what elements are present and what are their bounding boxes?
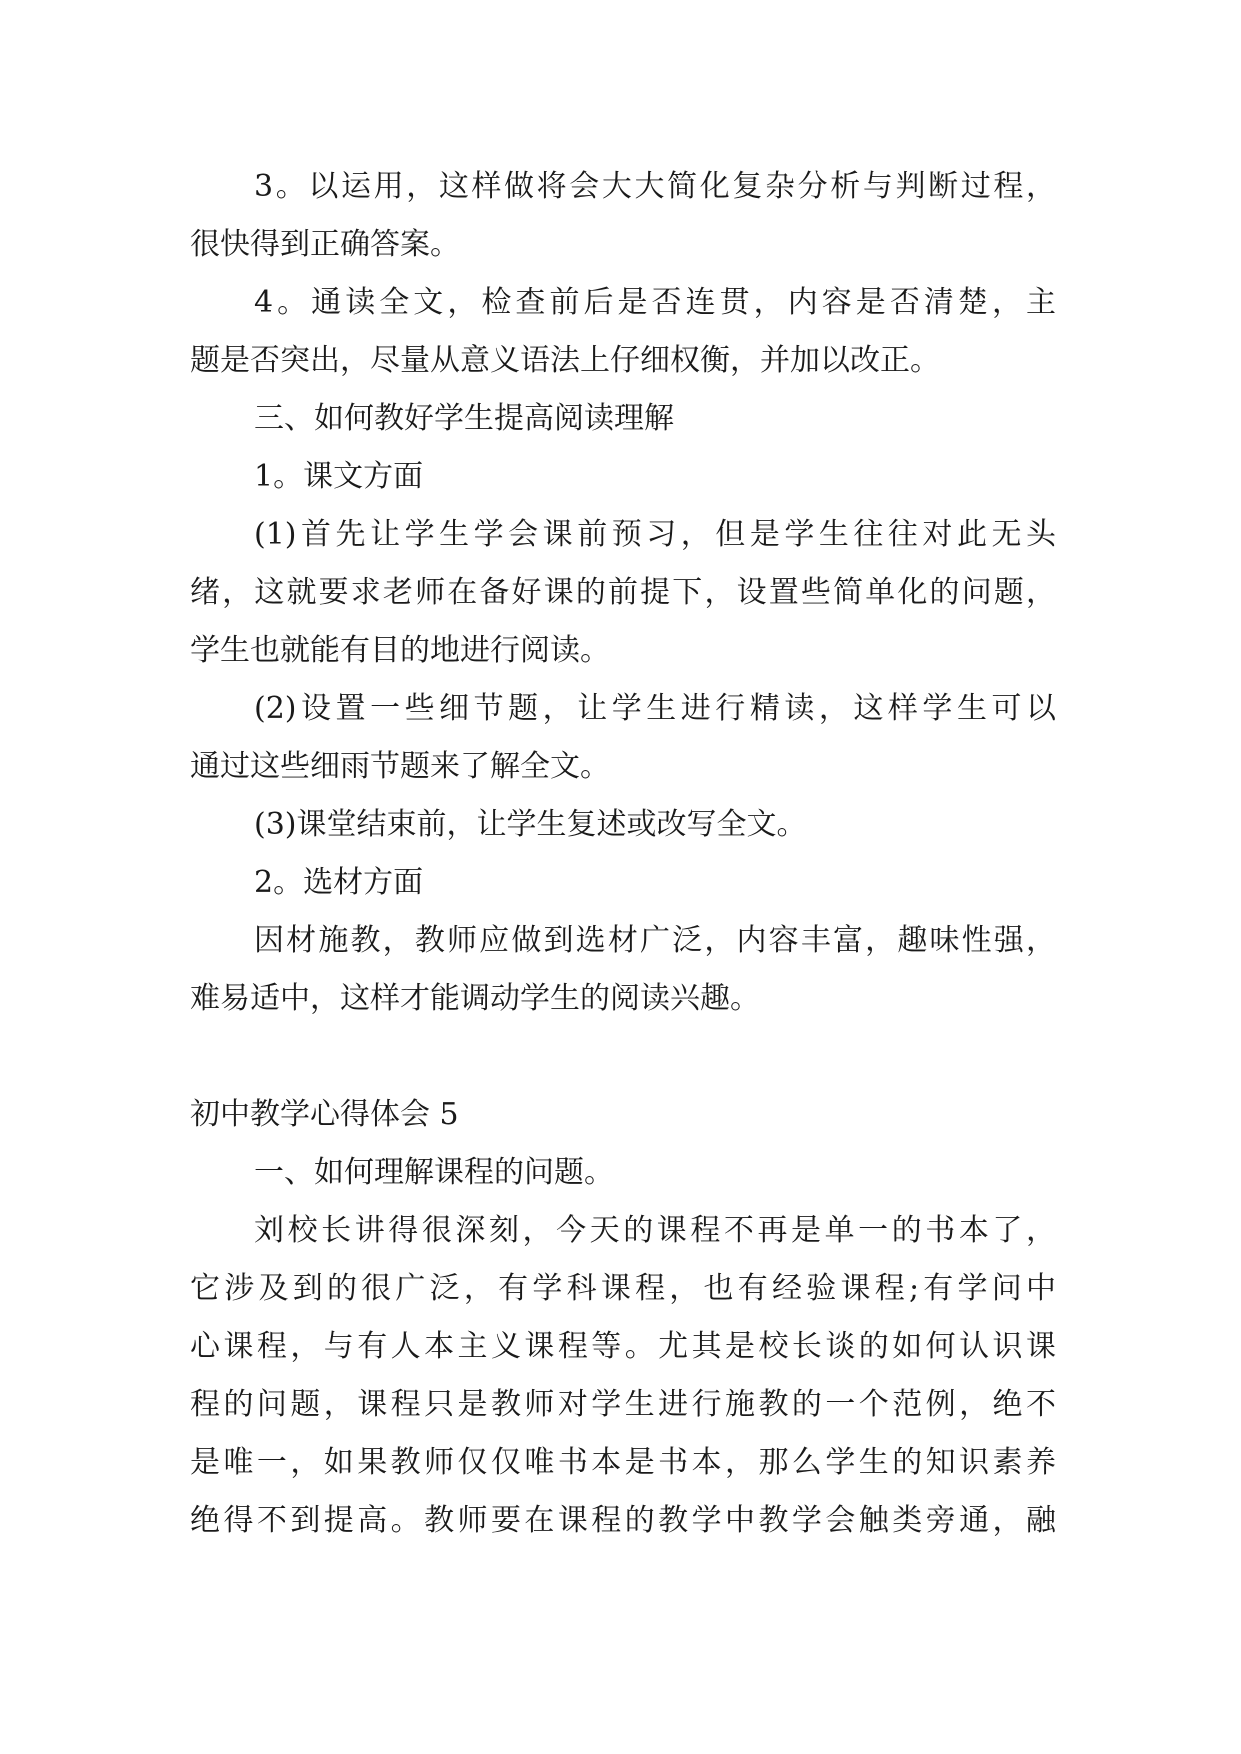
- text-line: 1。课文方面: [254, 459, 424, 494]
- text-line: 3。以运用，这样做将会大大简化复杂分析与判断过程，: [254, 169, 1056, 204]
- text-line: 程的问题，课程只是教师对学生进行施教的一个范例，绝不: [190, 1387, 1056, 1422]
- text-line: 它涉及到的很广泛，有学科课程，也有经验课程;有学问中: [190, 1271, 1056, 1306]
- text-line: 2。选材方面: [254, 865, 424, 900]
- text-line: 刘校长讲得很深刻，今天的课程不再是单一的书本了，: [254, 1213, 1056, 1248]
- text-line: 初中教学心得体会 5: [190, 1097, 459, 1132]
- text-line: (3)课堂结束前，让学生复述或改写全文。: [254, 807, 807, 842]
- text-line: 绪，这就要求老师在备好课的前提下，设置些简单化的问题，: [190, 575, 1056, 610]
- text-line: 很快得到正确答案。: [190, 227, 460, 262]
- text-line: 题是否突出，尽量从意义语法上仔细权衡，并加以改正。: [190, 343, 940, 378]
- text-line: 4。通读全文，检查前后是否连贯，内容是否清楚，主: [254, 285, 1056, 320]
- document-page: [190, 158, 1056, 1550]
- text-line: 通过这些细雨节题来了解全文。: [190, 749, 610, 784]
- text-line: 三、如何教好学生提高阅读理解: [254, 401, 674, 436]
- text-line: 学生也就能有目的地进行阅读。: [190, 633, 610, 668]
- text-line: (1)首先让学生学会课前预习，但是学生往往对此无头: [254, 517, 1056, 552]
- text-line: 是唯一，如果教师仅仅唯书本是书本，那么学生的知识素养: [190, 1445, 1056, 1480]
- text-line: 绝得不到提高。教师要在课程的教学中教学会触类旁通，融: [190, 1503, 1056, 1538]
- paragraph-gap: [190, 1028, 1056, 1086]
- text-line: 因材施教，教师应做到选材广泛，内容丰富，趣味性强，: [254, 923, 1056, 958]
- text-line: 一、如何理解课程的问题。: [254, 1155, 614, 1190]
- text-line: 难易适中，这样才能调动学生的阅读兴趣。: [190, 981, 760, 1016]
- text-line: 心课程，与有人本主义课程等。尤其是校长谈的如何认识课: [190, 1329, 1056, 1364]
- text-line: (2)设置一些细节题，让学生进行精读，这样学生可以: [254, 691, 1056, 726]
